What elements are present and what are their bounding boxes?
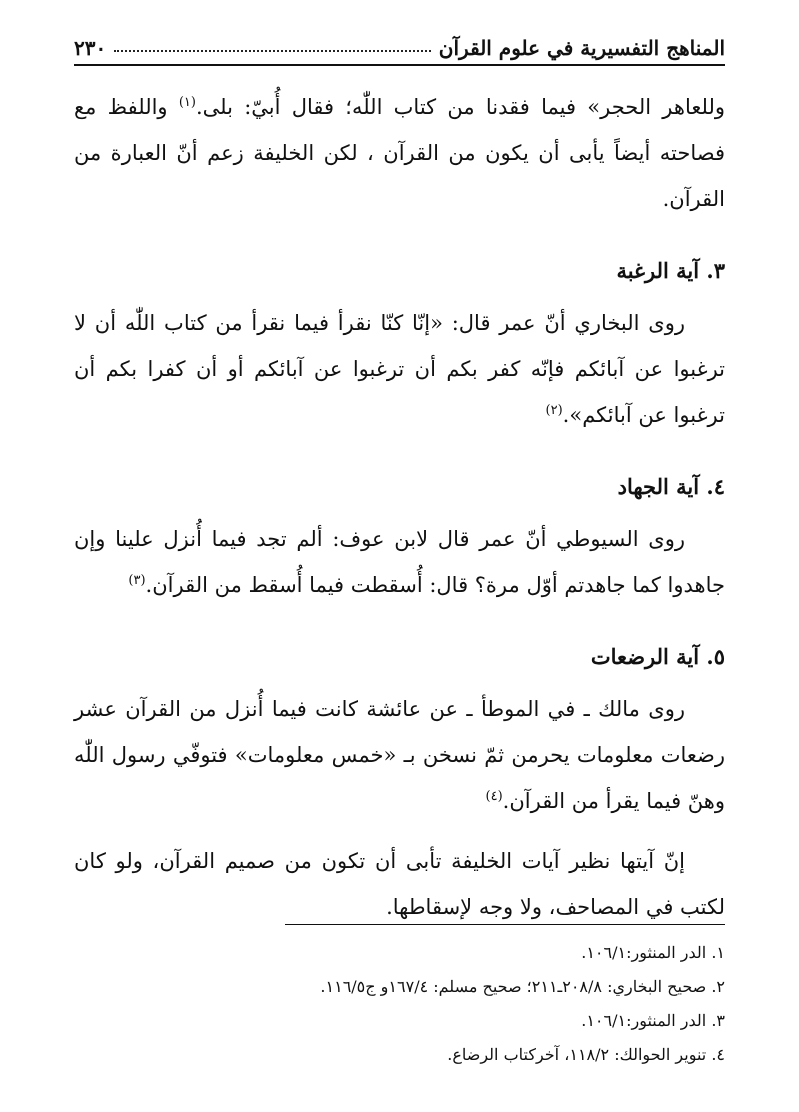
main-text [74, 84, 725, 930]
section-heading-raghba: ٣. آية الرغبة [616, 258, 725, 283]
paragraph-continuation: وللعاهر الحجر» فيما فقدنا من كتاب اللّٰه؛ فقال أُبيّ: بلى.$^{(١)}$ واللفظ مع فصاحته أيضاً يأبى أن يكون من القرآن ، لكن الخليفة زعم أنّ العبارة من القرآن. [74, 95, 725, 211]
section-heading-radaat: ٥. آية الرضعات [590, 644, 725, 669]
footnote-ref-3: (٣) [128, 573, 146, 588]
paragraph-raghba: روى البخاري أنّ عمر قال: «إنّا كنّا نقرأ فيما نقرأ من كتاب اللّٰه أن لا ترغبوا عن آبائكم فإنّه كفر بكم أن ترغبوا عن آبائكم أو أن كفرا بكم أن ترغبوا عن آبائكم».$^{(٢)}$ [74, 311, 725, 427]
footnote-2: ٢. صحيح البخاري: ٢٠٨/٨ـ٢١١؛ صحيح مسلم: ١٦٧/٤و ج١١٦/٥. [320, 977, 725, 996]
running-title: المناهج التفسيرية في علوم القرآن [438, 36, 725, 60]
header-rule [74, 64, 725, 66]
footnote-ref-4: (٤) [485, 789, 503, 804]
footnote-separator [285, 924, 725, 925]
footnotes [74, 936, 725, 1072]
section-heading-jihad: ٤. آية الجهاد [617, 474, 725, 499]
paragraph-conclusion: إنّ آيتها نظير آيات الخليفة تأبى أن تكون من صميم القرآن، ولو كان لكتب في المصاحف، ولا وجه لإسقاطها. [74, 849, 725, 919]
paragraph-jihad: روى السيوطي أنّ عمر قال لابن عوف: ألم تجد فيما أُنزل علينا وإن جاهدوا كما جاهدتم أوّل مرة؟ قال: أُسقطت فيما أُسقط من القرآن.$^{(٣)}$ [74, 527, 725, 597]
header-leader-dots [114, 50, 431, 52]
page-header [74, 30, 725, 60]
footnote-4: ٤. تنوير الحوالك: ١١٨/٢، آخركتاب الرضاع. [447, 1045, 725, 1064]
footnote-1: ١. الدر المنثور:١٠٦/١. [581, 943, 725, 962]
footnote-ref-2: (٢) [545, 403, 563, 418]
page-number: ٢٣٠ [74, 36, 107, 60]
paragraph-radaat: روى مالك ـ في الموطأ ـ عن عائشة كانت فيما أُنزل من القرآن عشر رضعات معلومات يحرمن ثمّ نسخن بـ «خمس معلومات» فتوفّي رسول اللّٰه وهنّ فيما يقرأ من القرآن.$^{(٤)}$ [74, 697, 725, 813]
footnote-3: ٣. الدر المنثور:١٠٦/١. [581, 1011, 725, 1030]
footnote-ref-1: (١) [178, 95, 196, 110]
